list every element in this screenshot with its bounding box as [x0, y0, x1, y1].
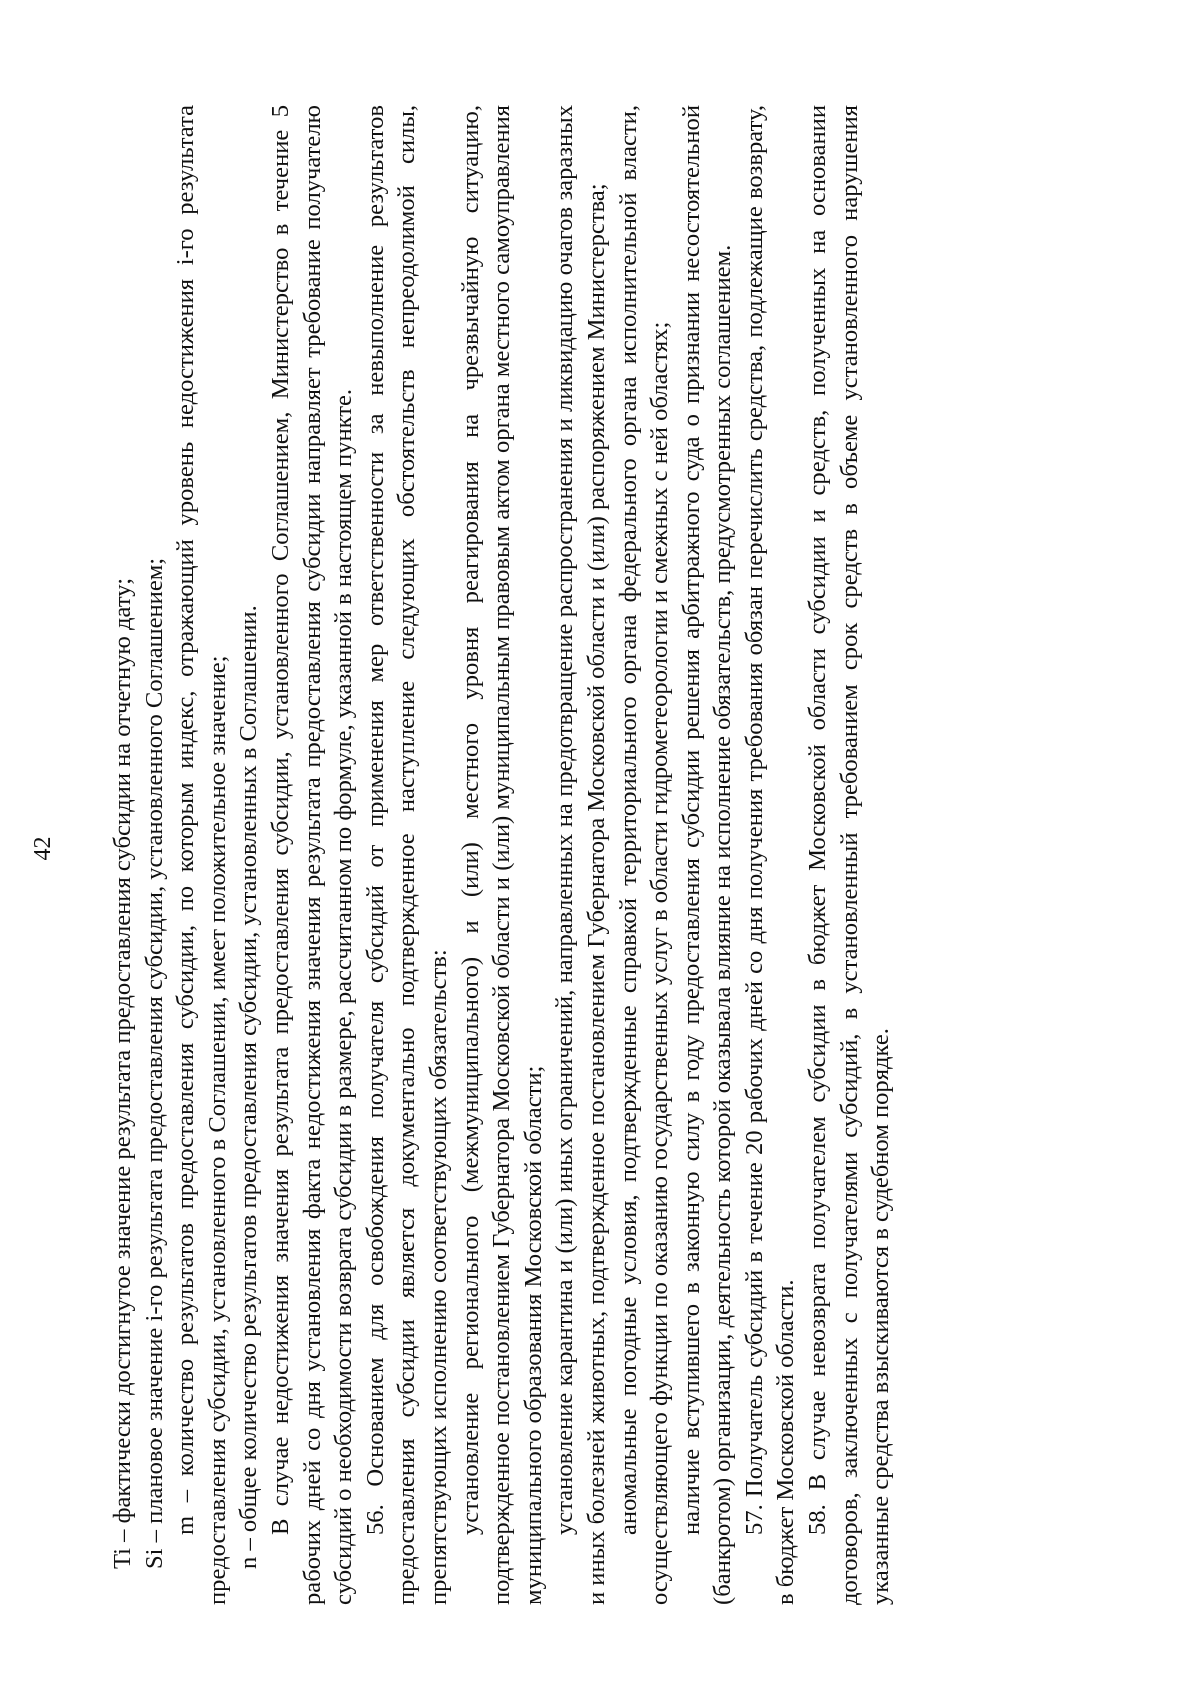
paragraph-56-emergency: установление регионального (межмуниципального) и (или) местного уровня реагирования на чрезвычайную ситуацию, подтвержденное постановлением Губернатора Московской области и (или) муниципальным правовым актом органа местного самоуправления муниципального образования Московской области; — [456, 105, 547, 1605]
paragraph-56-bankruptcy: наличие вступившего в законную силу в году предоставления субсидии решения арбитражного суда о признании несостоятельной (банкротом) организации, деятельность которой оказывала влияние на исполнение обязательств, предусмотренных соглашением. — [677, 105, 737, 1605]
paragraph-56-quarantine: установление карантина и (или) иных ограничений, направленных на предотвращение распространения и ликвидацию очагов заразных и иных болезней животных, подтвержденное постановлением Губернатора Московской области и (или) распоряжением Министерства; — [551, 105, 610, 1605]
definition-m: m – количество результатов предоставления субсидии, по которым индекс, отражающий уровень недостижения i-го результата предоставления субсидии, установленного в Соглашении, имеет положительное значение; — [172, 105, 231, 1605]
paragraph-56-weather: аномальные погодные условия, подтвержденные справкой территориального органа федерального органа исполнительной власти, осуществляющего функции по оказанию государственных услуг в области гидрометеорологии и смежных с ней областях; — [614, 105, 674, 1605]
document-body — [107, 105, 897, 1605]
definition-n: n – общее количество результатов предоставления субсидии, установленных в Соглашении. — [235, 605, 263, 1569]
paragraph-58: 58. В случае невозврата получателем субсидии в бюджет Московской области субсидии и средств, полученных на основании договоров, заключенных с получателями субсидий, в установленный требованием срок средств в объеме установленного нарушения указанные средства взыскиваются в судебном порядке. — [804, 105, 895, 1605]
paragraph-57: 57. Получатель субсидий в течение 20 рабочих дней со дня получения требования обязан перечислить средства, подлежащие возврату, в бюджет Московской области. — [740, 105, 800, 1605]
definition-si: Si – плановое значение i-го результата предоставления субсидии, установленного Соглашением; — [140, 557, 168, 1569]
page-number: 42 — [30, 836, 56, 861]
paragraph-56: 56. Основанием для освобождения получателя субсидий от применения мер ответственности за невыполнение результатов предоставления субсидии является документально подтвержденное наступление следующих обстоятельств непреодолимой силы, препятствующих исполнению соответствующих обязательств: — [361, 105, 452, 1605]
paragraph-non-achievement: В случае недостижения значения результата предоставления субсидии, установленного Соглашением, Министерство в течение 5 рабочих дней со дня установления факта недостижения значения результата предоставления субсидии направляет требование получателю субсидий о необходимости возврата субсидии в размере, рассчитанном по формуле, указанной в настоящем пункте. — [266, 105, 358, 1605]
definition-ti: Ti – фактически достигнутое значение результата предоставления субсидии на отчетную дату; — [109, 577, 136, 1569]
